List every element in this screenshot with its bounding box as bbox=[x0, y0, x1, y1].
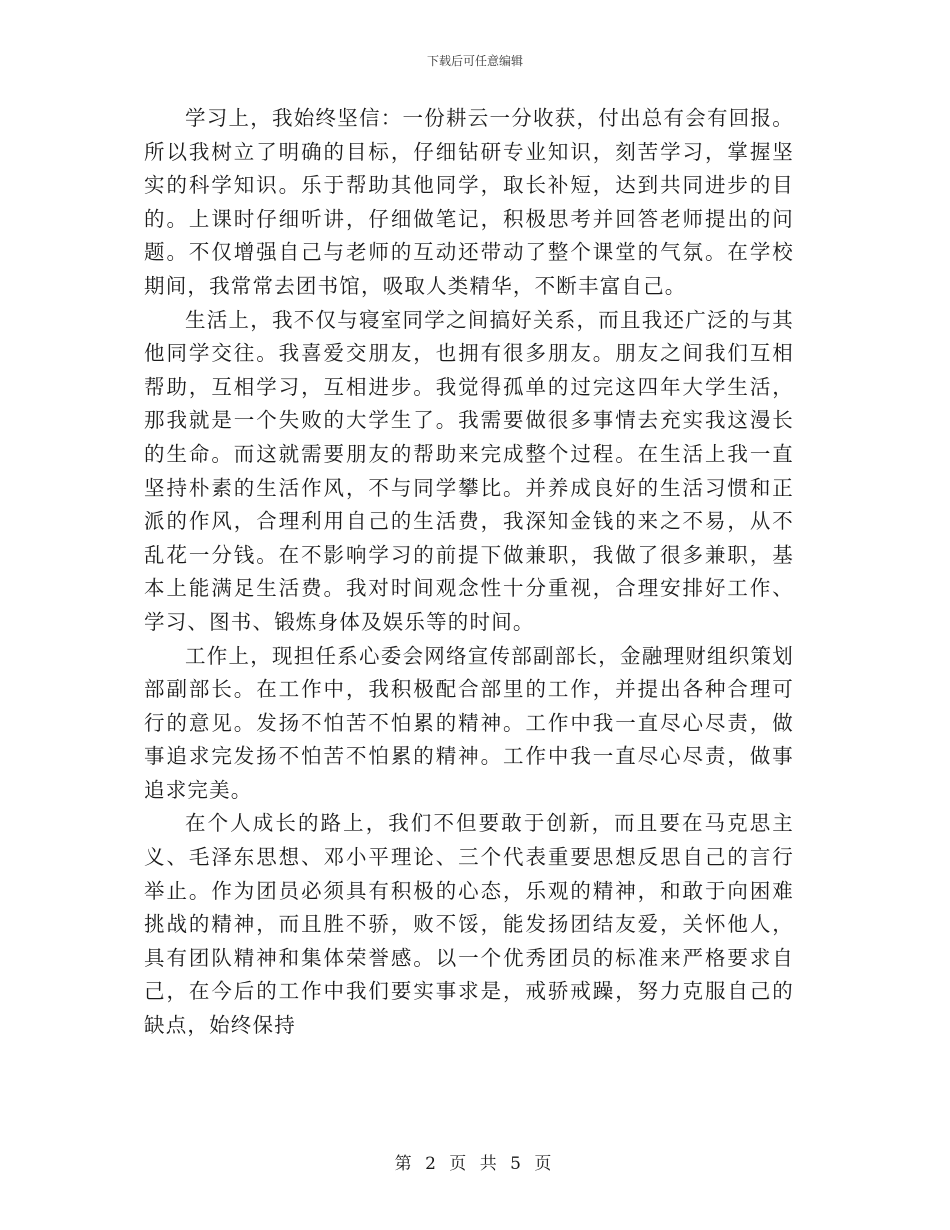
paragraph-study: 学习上，我始终坚信：一份耕云一分收获，付出总有会有回报。所以我树立了明确的目标，仔细钻研专业知识，刻苦学习，掌握坚实的科学知识。乐于帮助其他同学，取长补短，达到共同进步的目的。上课时仔细听讲，仔细做笔记，积极思考并回答老师提出的问题。不仅增强自己与老师的互动还带动了整个课堂的气氛。在学校期间，我常常去团书馆，吸取人类精华，不断丰富自己。 bbox=[144, 106, 794, 298]
paragraph-growth: 在个人成长的路上，我们不但要敢于创新，而且要在马克思主义、毛泽东思想、邓小平理论、三个代表重要思想反思自己的言行举止。作为团员必须具有积极的心态，乐观的精神，和敢于向困难挑战的精神，而且胜不骄，败不馁，能发扬团结友爱，关怀他人，具有团队精神和集体荣誉感。以一个优秀团员的标准来严格要求自己，在今后的工作中我们要实事求是，戒骄戒躁，努力克服自己的缺点，始终保持 bbox=[144, 811, 794, 1038]
paragraph-life: 生活上，我不仅与寝室同学之间搞好关系，而且我还广泛的与其他同学交往。我喜爱交朋友，也拥有很多朋友。朋友之间我们互相帮助，互相学习，互相进步。我觉得孤单的过完这四年大学生活，那我就是一个失败的大学生了。我需要做很多事情去充实我这漫长的生命。而这就需要朋友的帮助来完成整个过程。在生活上我一直坚持朴素的生活作风，不与同学攀比。并养成良好的生活习惯和正派的作风，合理利用自己的生活费，我深知金钱的来之不易，从不乱花一分钱。在不影响学习的前提下做兼职，我做了很多兼职，基本上能满足生活费。我对时间观念性十分重视，合理安排好工作、学习、图书、锻炼身体及娱乐等的时间。 bbox=[144, 307, 794, 634]
document-body bbox=[144, 102, 794, 1043]
page-header: 下载后可任意编辑 bbox=[426, 54, 523, 68]
page-number-footer: 第 2 页 共 5 页 bbox=[394, 1154, 556, 1174]
paragraph-work: 工作上，现担任系心委会网络宣传部副部长，金融理财组织策划部副部长。在工作中，我积极配合部里的工作，并提出各种合理可行的意见。发扬不怕苦不怕累的精神。工作中我一直尽心尽责，做事追求完发扬不怕苦不怕累的精神。工作中我一直尽心尽责，做事追求完美。 bbox=[144, 643, 794, 802]
